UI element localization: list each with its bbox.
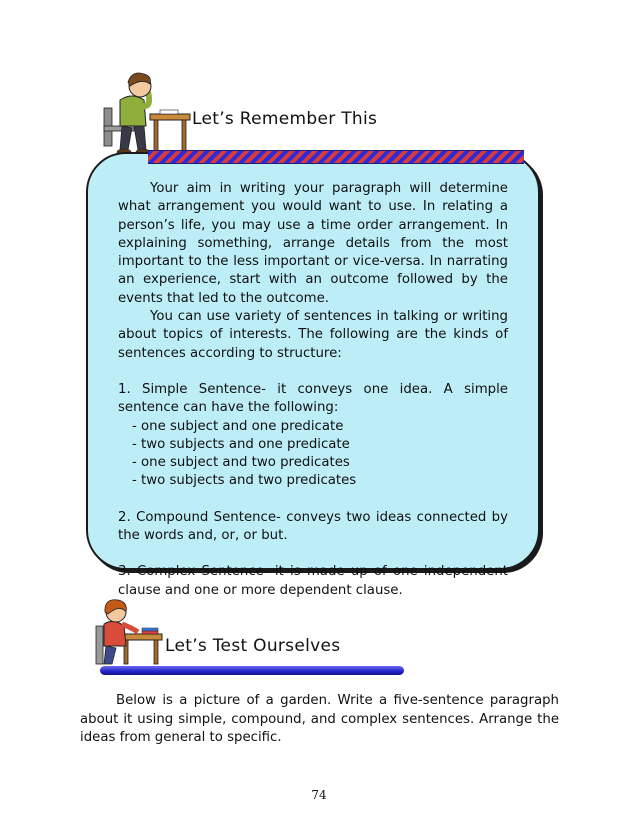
heading-stripe-bar	[148, 150, 524, 164]
simple-sentence-item: - one subject and one predicate	[132, 418, 344, 434]
section-heading-remember: Let’s Remember This	[192, 109, 378, 129]
simple-sentence-definition: 1. Simple Sentence- it conveys one idea. A simple sentence can have the following:	[118, 381, 508, 416]
page-number: 74	[311, 788, 327, 802]
complex-sentence-definition: 3. Complex Sentence- it is made up of one independent clause and one or more dependent clause.	[118, 564, 508, 598]
simple-sentence-item: - two subjects and one predicate	[132, 436, 350, 452]
lesson-box-text	[118, 180, 508, 600]
simple-sentence-item: - two subjects and two predicates	[132, 473, 357, 489]
instruction-paragraph: Below is a picture of a garden. Write a five-sentence paragraph about it using simple, compound, and complex sentences. Arrange the ideas from general to specific.	[80, 693, 559, 745]
girl-at-desk-illustration	[92, 596, 164, 668]
compound-sentence-definition: 2. Compound Sentence- conveys two ideas connected by the words and, or, or but.	[118, 509, 508, 544]
instruction-paragraph-container	[80, 692, 559, 748]
section-heading-test: Let’s Test Ourselves	[165, 636, 341, 656]
variety-paragraph: You can use variety of sentences in talking or writing about topics of interests. The following are the kinds of sentences according to structure:	[118, 309, 508, 361]
simple-sentence-item: - one subject and two predicates	[132, 455, 350, 471]
boy-at-desk-illustration	[98, 66, 192, 158]
heading-blue-bar	[100, 666, 404, 675]
intro-paragraph: Your aim in writing your paragraph will determine what arrangement you would want to use. In relating a person’s life, you may use a time order arrangement. In explaining something, arrange details from the most important to the less important or vice-versa. In narrating an experience, start with an outcome followed by the events that led to the outcome.	[118, 181, 508, 306]
